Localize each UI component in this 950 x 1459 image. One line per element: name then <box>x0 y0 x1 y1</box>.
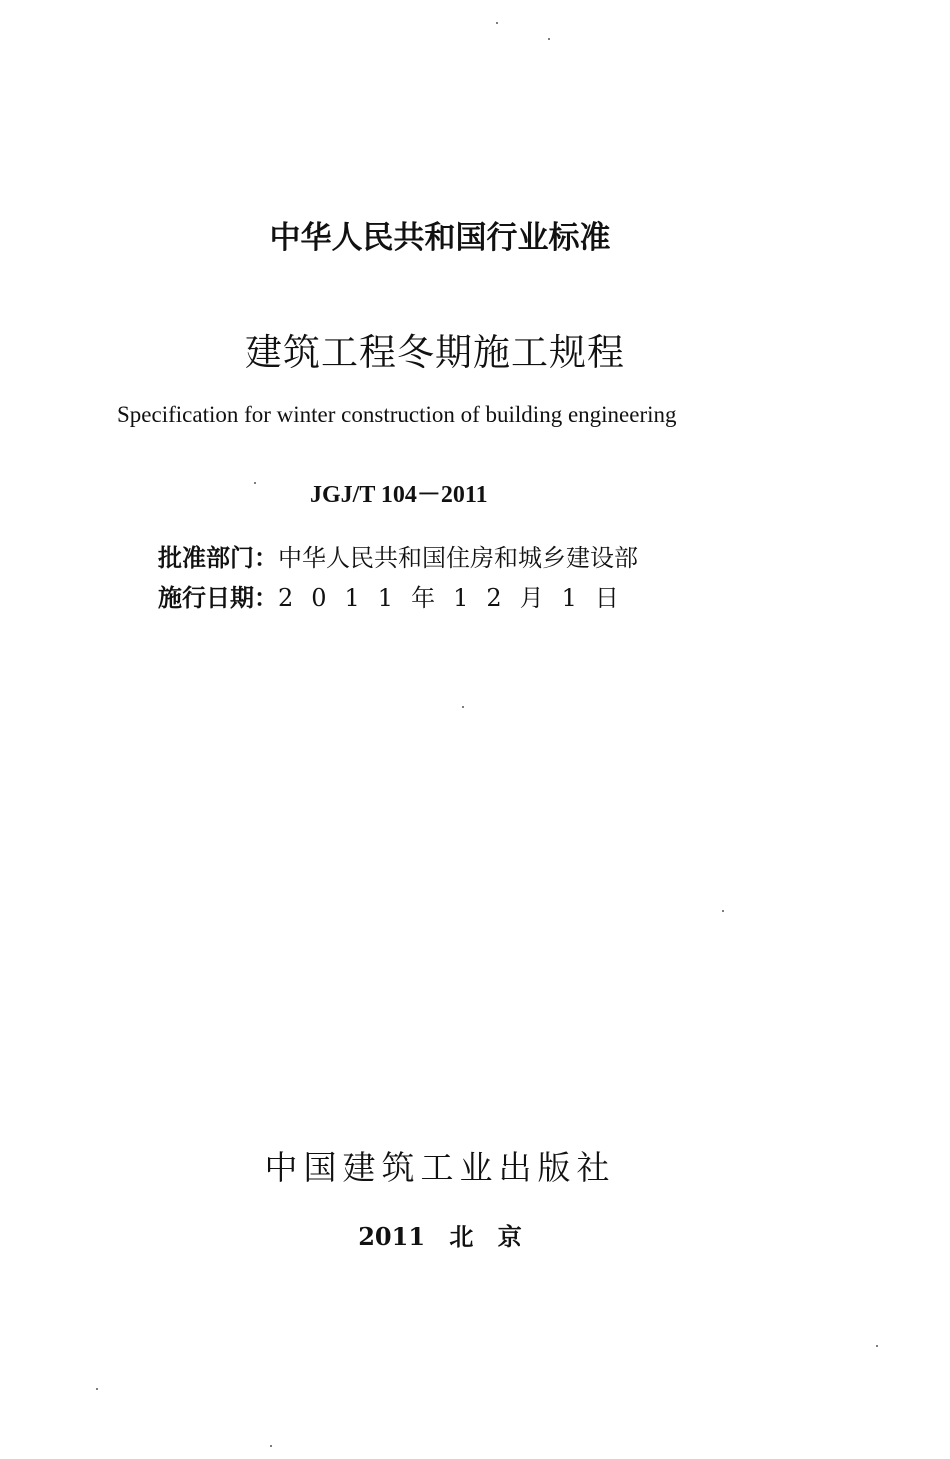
effective-date-row <box>158 578 637 613</box>
standard-header: 中华人民共和国行业标准 <box>269 220 611 256</box>
publication-city-1: 北 <box>449 1222 474 1251</box>
effective-date-label: 施行日期： <box>158 584 278 612</box>
document-title-english: Specification for winter construction of building engineering <box>117 402 677 427</box>
publication-city-2: 京 <box>497 1222 522 1251</box>
scan-speck <box>96 1388 98 1390</box>
publisher-name: 中国建筑工业出版社 <box>264 1148 616 1187</box>
approval-value: 中华人民共和国住房和城乡建设部 <box>278 544 638 572</box>
approval-label: 批准部门： <box>158 544 278 572</box>
publication-year: 2011 <box>358 1222 426 1251</box>
scan-speck <box>254 482 256 484</box>
approval-department-row <box>158 538 638 573</box>
effective-date-value: 2011年12月1日 <box>278 584 637 612</box>
scan-speck <box>462 706 464 708</box>
scan-speck <box>876 1345 878 1347</box>
standard-code: JGJ/T 104－2011 <box>310 482 488 508</box>
publication-year-place <box>0 1217 880 1252</box>
scan-speck <box>270 1445 272 1447</box>
scan-speck <box>722 910 724 912</box>
document-title-chinese: 建筑工程冬期施工规程 <box>245 331 625 374</box>
scan-speck <box>548 38 550 40</box>
scan-speck <box>496 22 498 24</box>
